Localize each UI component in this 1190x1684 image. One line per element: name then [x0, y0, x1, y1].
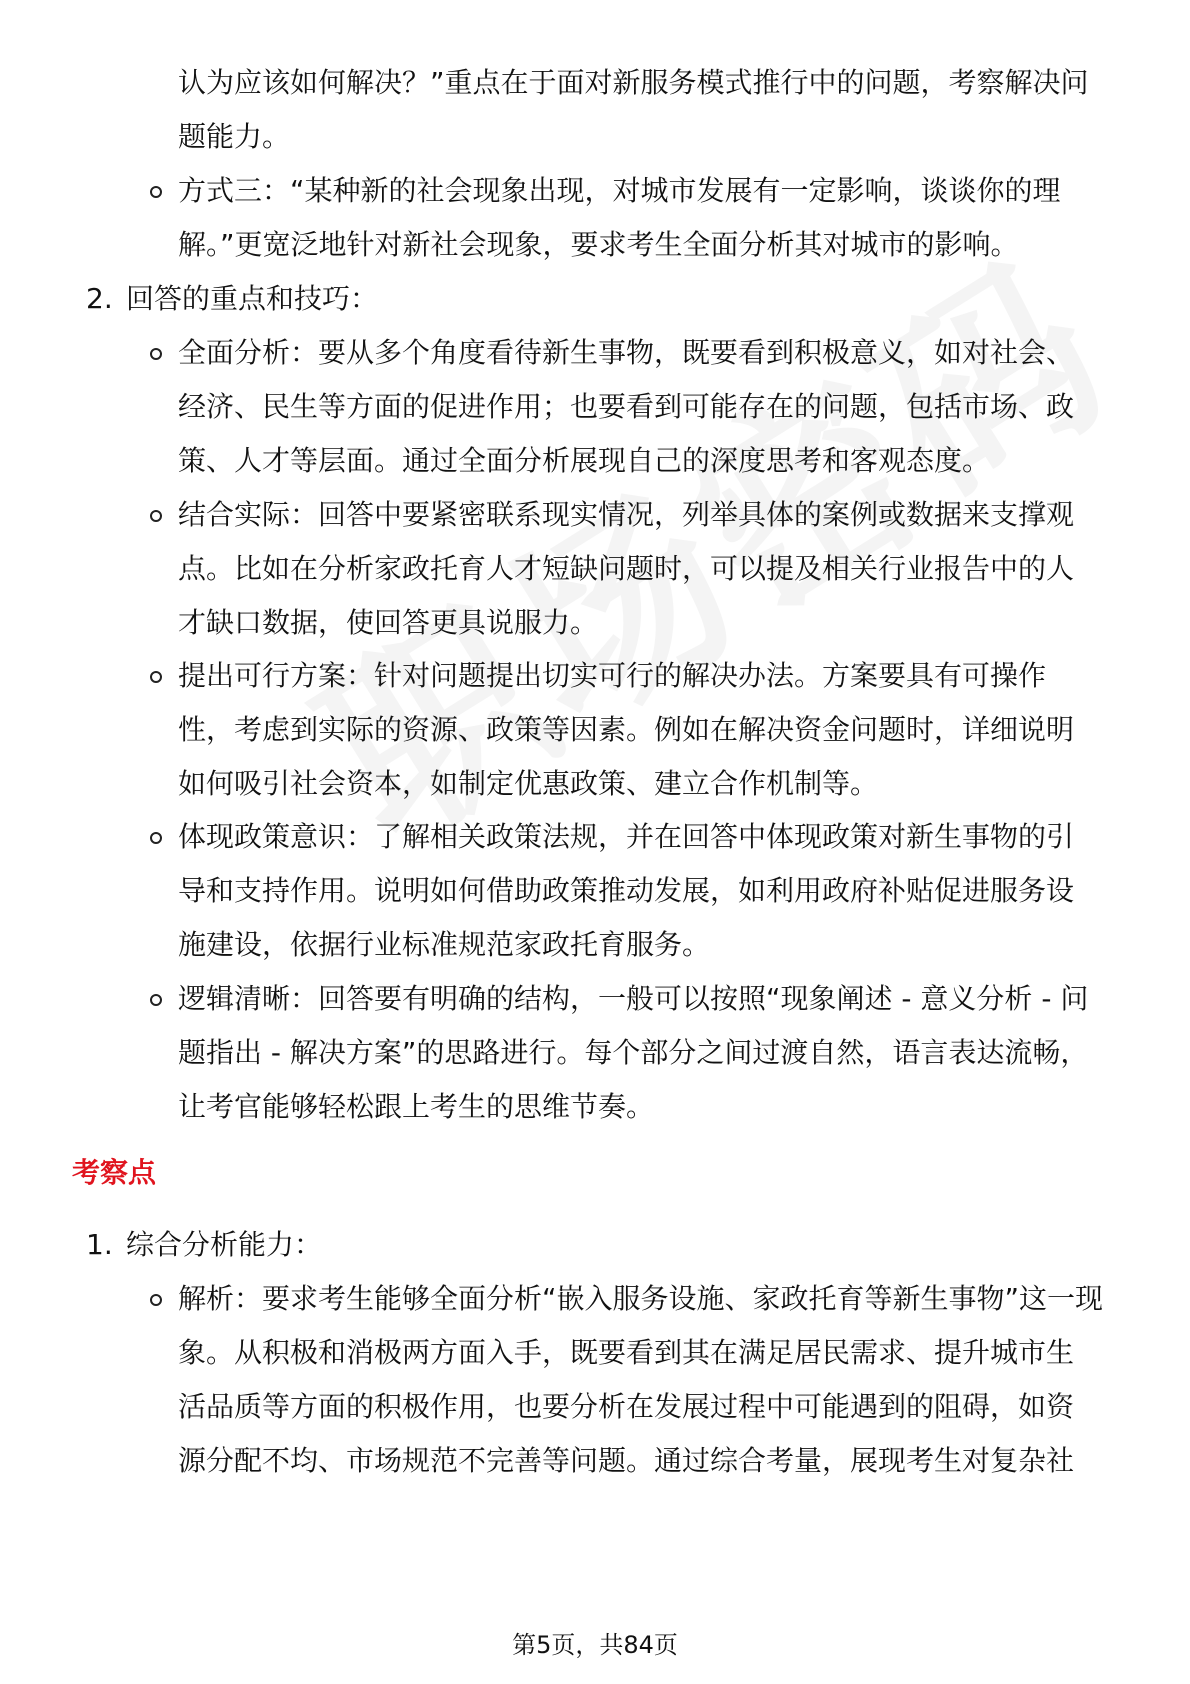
bullet-line: 施建设，依据行业标准规范家政托育服务。: [178, 928, 711, 961]
bullet-line: 题指出 - 解决方案”的思路进行。每个部分之间过渡自然，语言表达流畅，: [178, 1036, 1089, 1069]
hollow-bullet-icon: [150, 1294, 162, 1306]
bullet-line: 全面分析：要从多个角度看待新生事物，既要看到积极意义，如对社会、: [178, 336, 1075, 369]
hollow-bullet-icon: [150, 510, 162, 522]
section-heading: 考察点: [72, 1156, 157, 1189]
bullet-line: 导和支持作用。说明如何借助政策推动发展，如利用政府补贴促进服务设: [178, 874, 1075, 907]
bullet-line: 点。比如在分析家政托育人才短缺问题时，可以提及相关行业报告中的人: [178, 552, 1075, 585]
bullet-line: 如何吸引社会资本，如制定优惠政策、建立合作机制等。: [178, 767, 879, 800]
paragraph-line: 认为应该如何解决？”重点在于面对新服务模式推行中的问题，考察解决问: [178, 66, 1089, 99]
bullet-line: 经济、民生等方面的促进作用；也要看到可能存在的问题，包括市场、政: [178, 390, 1075, 423]
bullet-line: 策、人才等层面。通过全面分析展现自己的深度思考和客观态度。: [178, 444, 991, 477]
bullet-line: 体现政策意识：了解相关政策法规，并在回答中体现政策对新生事物的引: [178, 820, 1075, 853]
bullet-line: 逻辑清晰：回答要有明确的结构，一般可以按照“现象阐述 - 意义分析 - 问: [178, 982, 1089, 1015]
bullet-line: 方式三：“某种新的社会现象出现，对城市发展有一定影响，谈谈你的理: [178, 174, 1061, 207]
bullet-line: 才缺口数据，使回答更具说服力。: [178, 606, 599, 639]
bullet-line: 解析：要求考生能够全面分析“嵌入服务设施、家政托育等新生事物”这一现: [178, 1282, 1104, 1315]
list-item-title: 回答的重点和技巧：: [126, 282, 379, 315]
bullet-line: 结合实际：回答中要紧密联系现实情况，列举具体的案例或数据来支撑观: [178, 498, 1075, 531]
list-number: 1.: [86, 1228, 113, 1261]
list-number: 2.: [86, 282, 113, 315]
page-footer: 第5页，共84页: [512, 1631, 678, 1659]
hollow-bullet-icon: [150, 671, 162, 683]
bullet-line: 源分配不均、市场规范不完善等问题。通过综合考量，展现考生对复杂社: [178, 1444, 1075, 1477]
hollow-bullet-icon: [150, 348, 162, 360]
list-item-title: 综合分析能力：: [126, 1228, 323, 1261]
hollow-bullet-icon: [150, 186, 162, 198]
bullet-line: 性，考虑到实际的资源、政策等因素。例如在解决资金问题时，详细说明: [178, 713, 1075, 746]
hollow-bullet-icon: [150, 994, 162, 1006]
paragraph-line: 题能力。: [178, 120, 291, 153]
bullet-line: 象。从积极和消极两方面入手，既要看到其在满足居民需求、提升城市生: [178, 1336, 1075, 1369]
bullet-line: 让考官能够轻松跟上考生的思维节奏。: [178, 1090, 655, 1123]
bullet-line: 活品质等方面的积极作用，也要分析在发展过程中可能遇到的阻碍，如资: [178, 1390, 1075, 1423]
hollow-bullet-icon: [150, 832, 162, 844]
bullet-line: 提出可行方案：针对问题提出切实可行的解决办法。方案要具有可操作: [178, 659, 1047, 692]
bullet-line: 解。”更宽泛地针对新社会现象，要求考生全面分析其对城市的影响。: [178, 228, 1019, 261]
